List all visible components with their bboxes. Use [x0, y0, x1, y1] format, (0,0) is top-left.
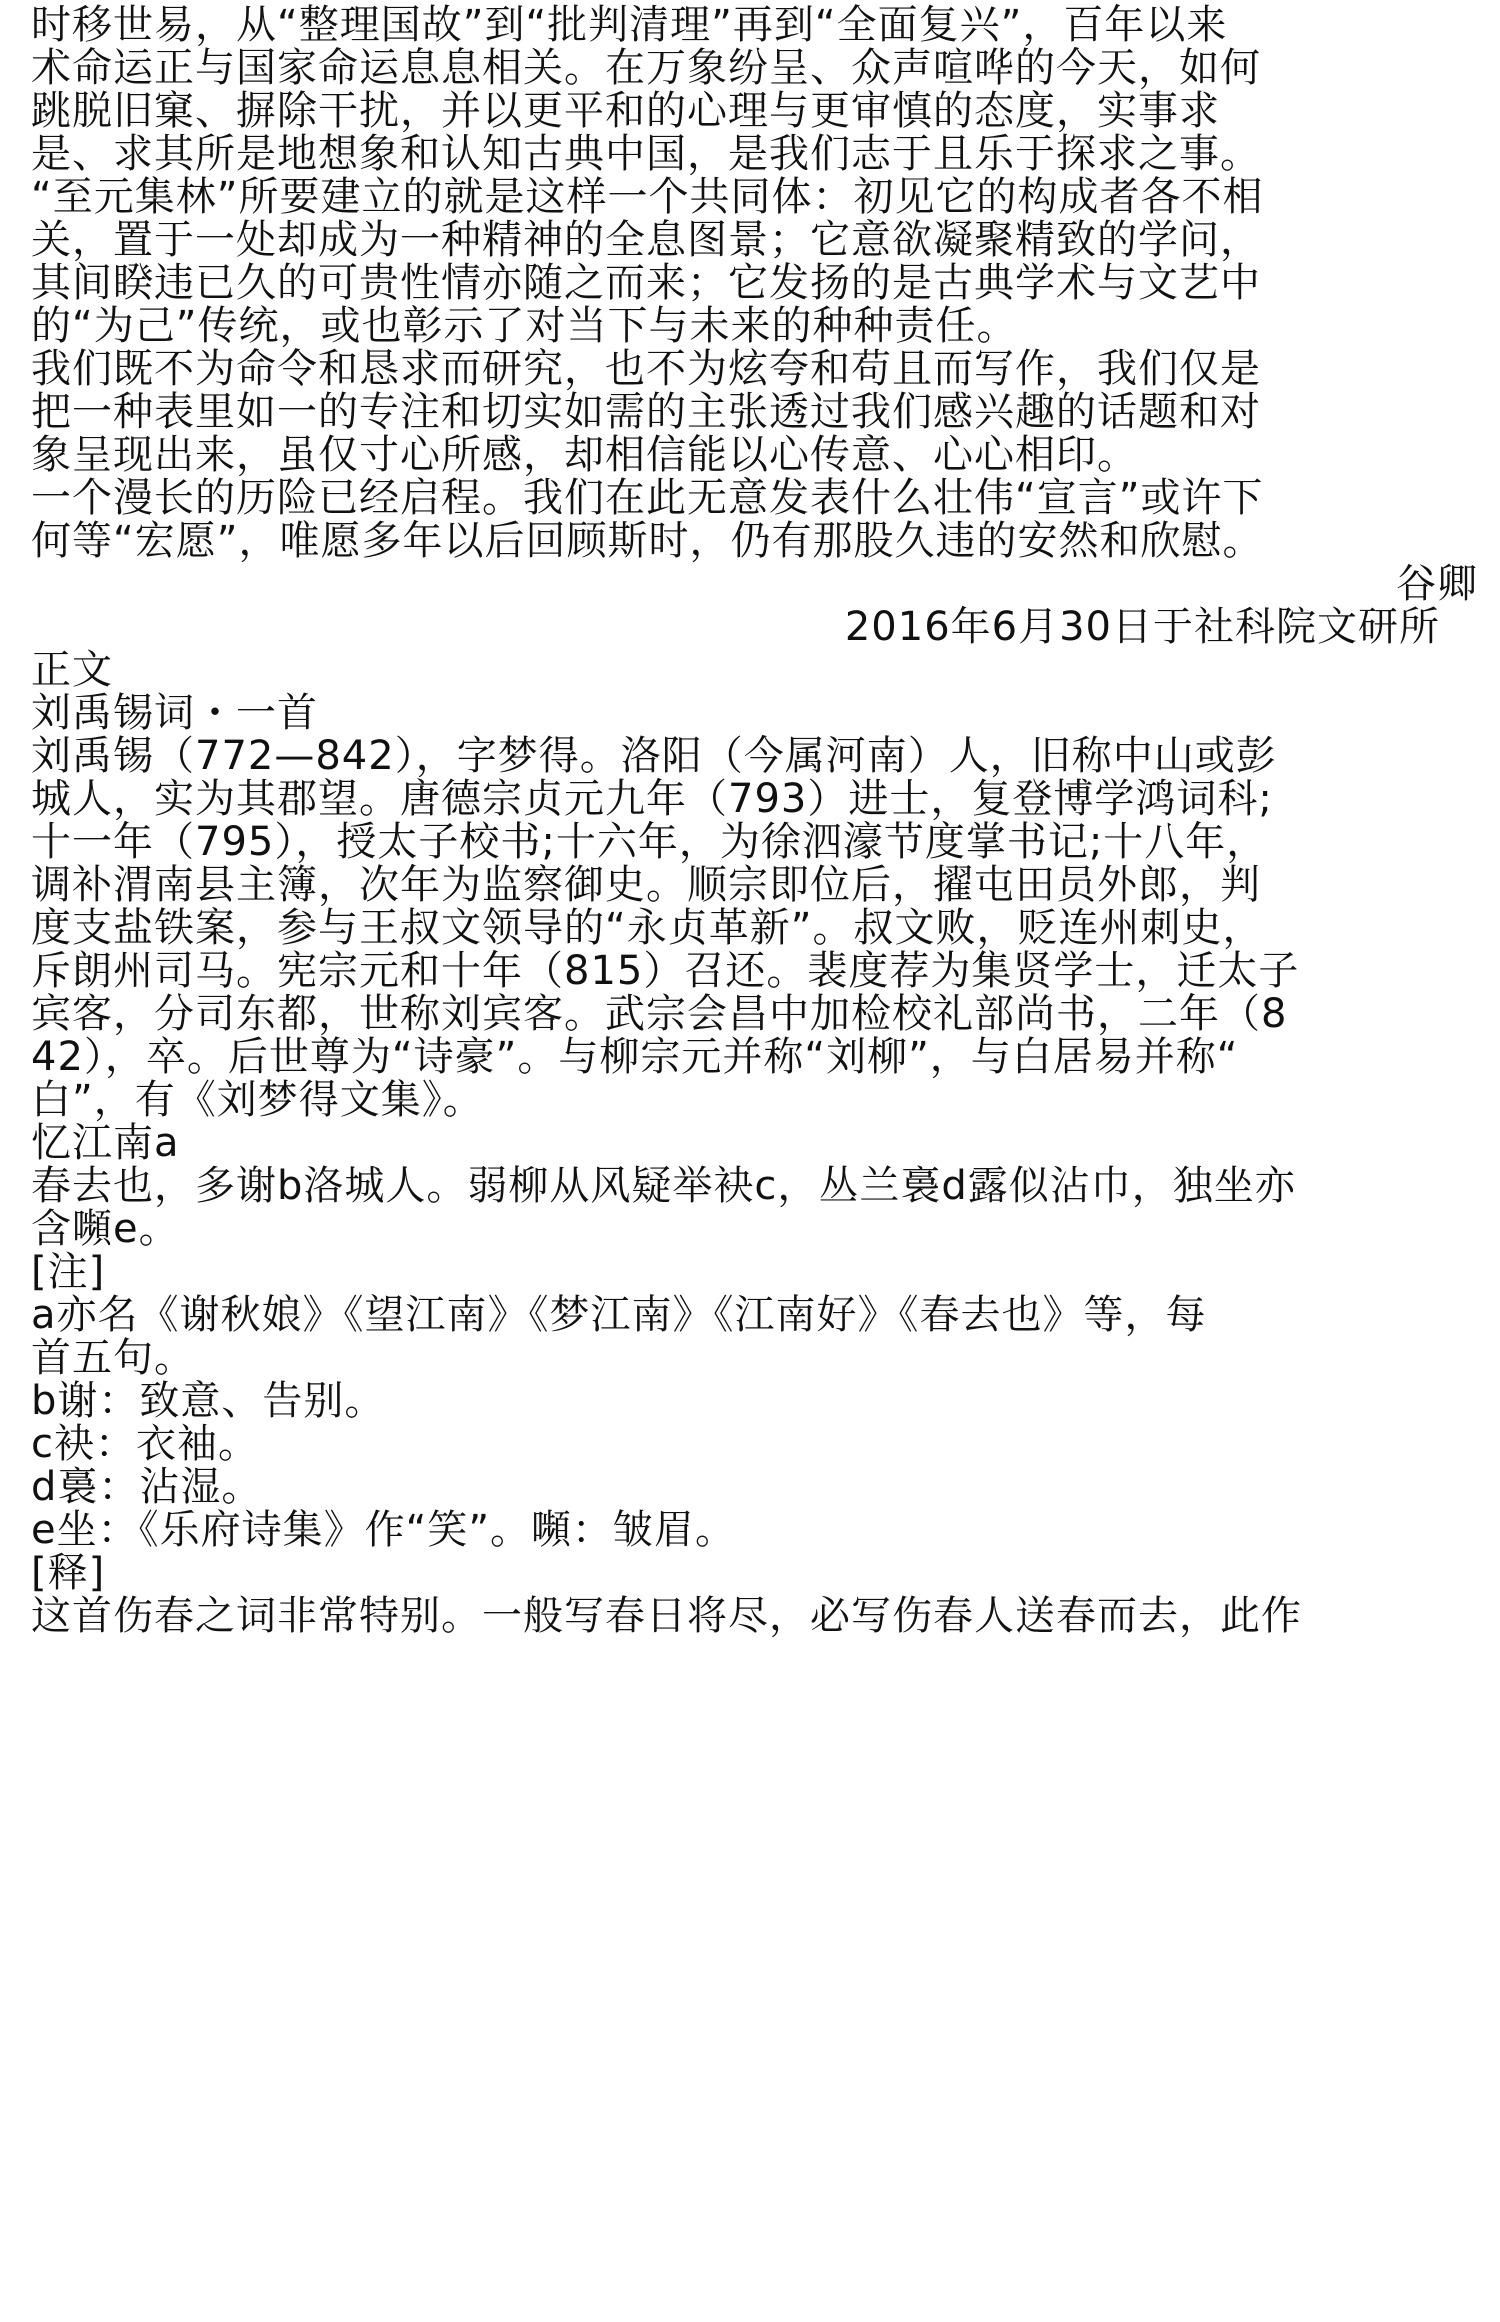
bio-line: 十一年（795），授太子校书;十六年，为徐泗濠节度掌书记;十八年， — [31, 819, 1268, 865]
note-line: e坐：《乐府诗集》作“笑”。嚬：皱眉。 — [31, 1507, 737, 1553]
bio-line: 度支盐铁案，参与王叔文领导的“永贞革新”。叔文败，贬连州刺史， — [31, 905, 1264, 951]
chapter-title: 刘禹锡词・一首 — [31, 690, 318, 736]
preface-line: 的“为己”传统，或也彰示了对当下与未来的种种责任。 — [31, 303, 1018, 349]
preface-line: 象呈现出来，虽仅寸心所感，却相信能以心传意、心心相印。 — [31, 432, 1138, 478]
poem-title: 忆江南a — [31, 1120, 180, 1166]
bio-line: 城人，实为其郡望。唐德宗贞元九年（793）进士，复登博学鸿词科; — [31, 776, 1273, 822]
preface-line: 把一种表里如一的专注和切实如需的主张透过我们感兴趣的话题和对 — [31, 389, 1261, 435]
bio-line: 白”，有《刘梦得文集》。 — [31, 1077, 484, 1123]
commentary-heading: [释] — [31, 1550, 106, 1596]
bio-line: 宾客，分司东都，世称刘宾客。武宗会昌中加检校礼部尚书，二年（8 — [31, 991, 1288, 1037]
preface-line: 其间睽违已久的可贵性情亦随之而来；它发扬的是古典学术与文艺中 — [31, 260, 1261, 306]
commentary-line: 这首伤春之词非常特别。一般写春日将尽，必写伤春人送春而去，此作 — [31, 1593, 1302, 1639]
preface-line: “至元集林”所要建立的就是这样一个共同体：初见它的构成者各不相 — [31, 174, 1264, 220]
preface-signature: 谷卿 — [1396, 561, 1478, 607]
bio-line: 刘禹锡（772—842），字梦得。洛阳（今属河南）人，旧称中山或彭 — [31, 733, 1277, 779]
section-heading: 正文 — [31, 647, 113, 693]
preface-line: 一个漫长的历险已经启程。我们在此无意发表什么壮伟“宣言”或许下 — [31, 475, 1264, 521]
preface-line: 是、求其所是地想象和认知古典中国，是我们志于且乐于探求之事。 — [31, 131, 1261, 177]
preface-line: 我们既不为命令和恳求而研究，也不为炫夸和苟且而写作，我们仅是 — [31, 346, 1261, 392]
preface-line: 关，置于一处却成为一种精神的全息图景；它意欲凝聚精致的学问， — [31, 217, 1261, 263]
notes-heading: [注] — [31, 1249, 106, 1295]
poem-line: 春去也，多谢b洛城人。弱柳从风疑举袂c，丛兰裛d露似沾巾，独坐亦 — [31, 1163, 1296, 1209]
preface-line: 跳脱旧窠、摒除干扰，并以更平和的心理与更审慎的态度，实事求 — [31, 88, 1220, 134]
bio-line: 42），卒。后世尊为“诗豪”。与柳宗元并称“刘柳”，与白居易并称“ — [31, 1034, 1239, 1080]
note-line: d裛：沾湿。 — [31, 1464, 263, 1510]
preface-date-place: 2016年6月30日于社科院文研所 — [844, 604, 1440, 650]
preface-line: 时移世易，从“整理国故”到“批判清理”再到“全面复兴”，百年以来 — [31, 2, 1228, 48]
preface-line: 何等“宏愿”，唯愿多年以后回顾斯时，仍有那股久违的安然和欣慰。 — [31, 518, 1264, 564]
bio-line: 调补渭南县主簿，次年为监察御史。顺宗即位后，擢屯田员外郎，判 — [31, 862, 1261, 908]
note-line: a亦名《谢秋娘》《望江南》《梦江南》《江南好》《春去也》等，每 — [31, 1292, 1207, 1338]
note-line: b谢：致意、告别。 — [31, 1378, 386, 1424]
note-line: 首五句。 — [31, 1335, 195, 1381]
bio-line: 斥朗州司马。宪宗元和十年（815）召还。裴度荐为集贤学士，迁太子 — [31, 948, 1300, 994]
preface-line: 术命运正与国家命运息息相关。在万象纷呈、众声喧哗的今天，如何 — [31, 45, 1261, 91]
note-line: c袂：衣袖。 — [31, 1421, 259, 1467]
poem-line: 含嚬e。 — [31, 1206, 180, 1252]
